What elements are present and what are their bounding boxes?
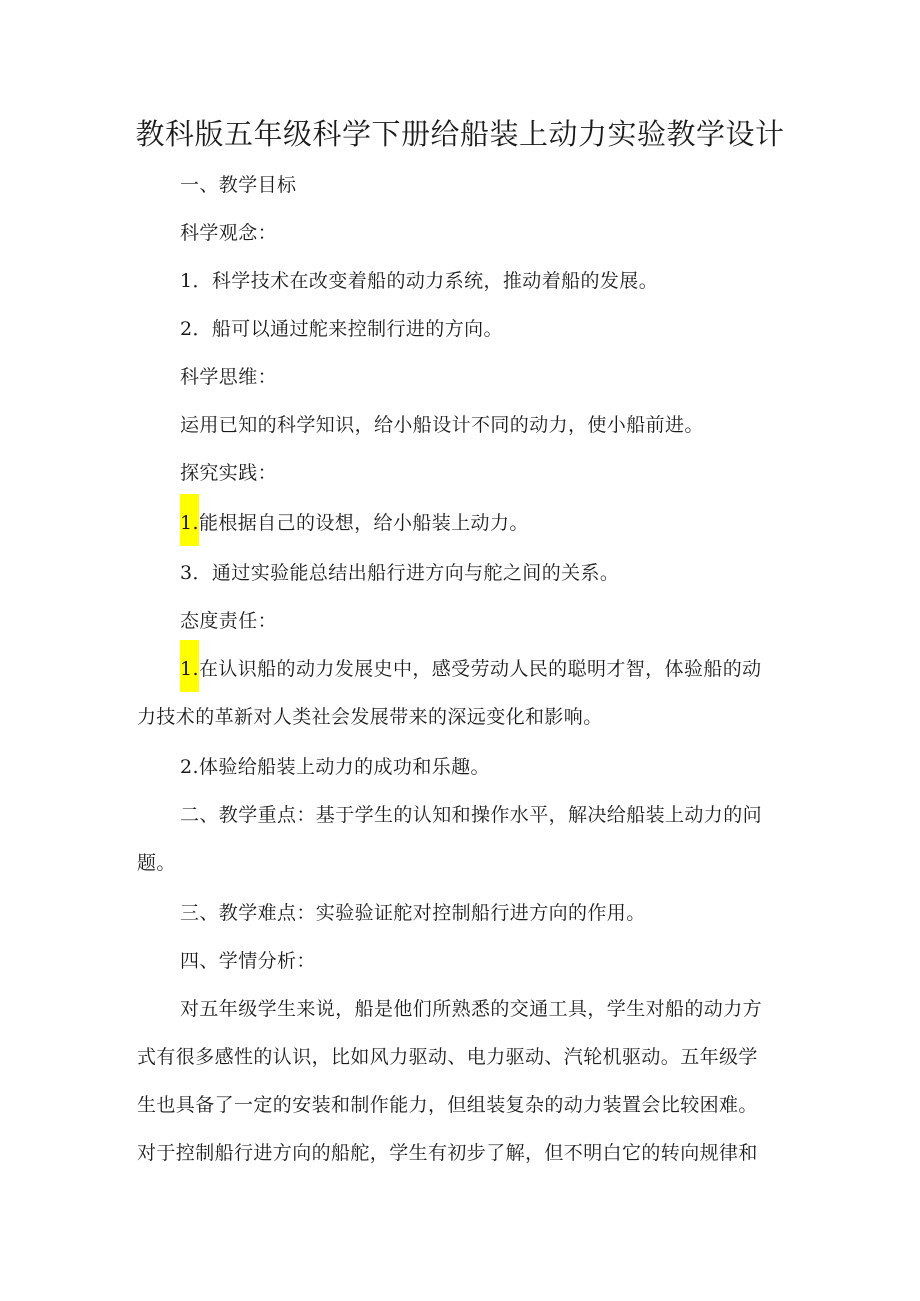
attitude-item-1-text: 在认识船的动力发展史中，感受劳动人民的聪明才智，体验船的动 bbox=[198, 658, 762, 680]
concept-heading: 科学观念： bbox=[180, 222, 278, 244]
section4-heading: 四、学情分析： bbox=[180, 950, 316, 972]
section4-para-line-1: 对五年级学生来说，船是他们所熟悉的交通工具，学生对船的动力方 bbox=[180, 998, 763, 1020]
section3-line: 三、教学难点：实验验证舵对控制船行进方向的作用。 bbox=[180, 902, 646, 924]
attitude-heading: 态度责任： bbox=[180, 610, 278, 632]
thinking-text: 运用已知的科学知识，给小船设计不同的动力，使小船前进。 bbox=[180, 414, 704, 436]
highlighted-number: 1. bbox=[180, 640, 199, 692]
section4-para-line-3: 生也具备了一定的安装和制作能力，但组装复杂的动力装置会比较困难。 bbox=[137, 1094, 758, 1116]
attitude-item-1-continued: 力技术的革新对人类社会发展带来的深远变化和影响。 bbox=[137, 706, 603, 728]
attitude-item-2: 2.体验给船装上动力的成功和乐趣。 bbox=[180, 756, 490, 778]
thinking-heading: 科学思维： bbox=[180, 366, 278, 388]
concept-item-2: 2．船可以通过舵来控制行进的方向。 bbox=[180, 318, 503, 340]
practice-item-3: 3．通过实验能总结出船行进方向与舵之间的关系。 bbox=[180, 562, 620, 584]
section4-para-line-2: 式有很多感性的认识，比如风力驱动、电力驱动、汽轮机驱动。五年级学 bbox=[137, 1046, 758, 1068]
practice-item-1 bbox=[180, 508, 529, 538]
section4-para-line-4: 对于控制船行进方向的船舵，学生有初步了解，但不明白它的转向规律和 bbox=[137, 1142, 758, 1164]
highlighted-number: 1. bbox=[180, 494, 199, 546]
section2-line-b: 题。 bbox=[137, 852, 176, 874]
practice-item-1-text: 能根据自己的设想，给小船装上动力。 bbox=[198, 512, 529, 534]
document-title: 教科版五年级科学下册给船装上动力实验教学设计 bbox=[135, 117, 785, 151]
practice-heading: 探究实践： bbox=[180, 462, 278, 484]
section1-heading: 一、教学目标 bbox=[180, 174, 297, 196]
attitude-item-1 bbox=[180, 654, 762, 684]
concept-item-1: 1．科学技术在改变着船的动力系统，推动着船的发展。 bbox=[180, 270, 659, 292]
section2-line-a: 二、教学重点：基于学生的认知和操作水平，解决给船装上动力的问 bbox=[180, 804, 763, 826]
